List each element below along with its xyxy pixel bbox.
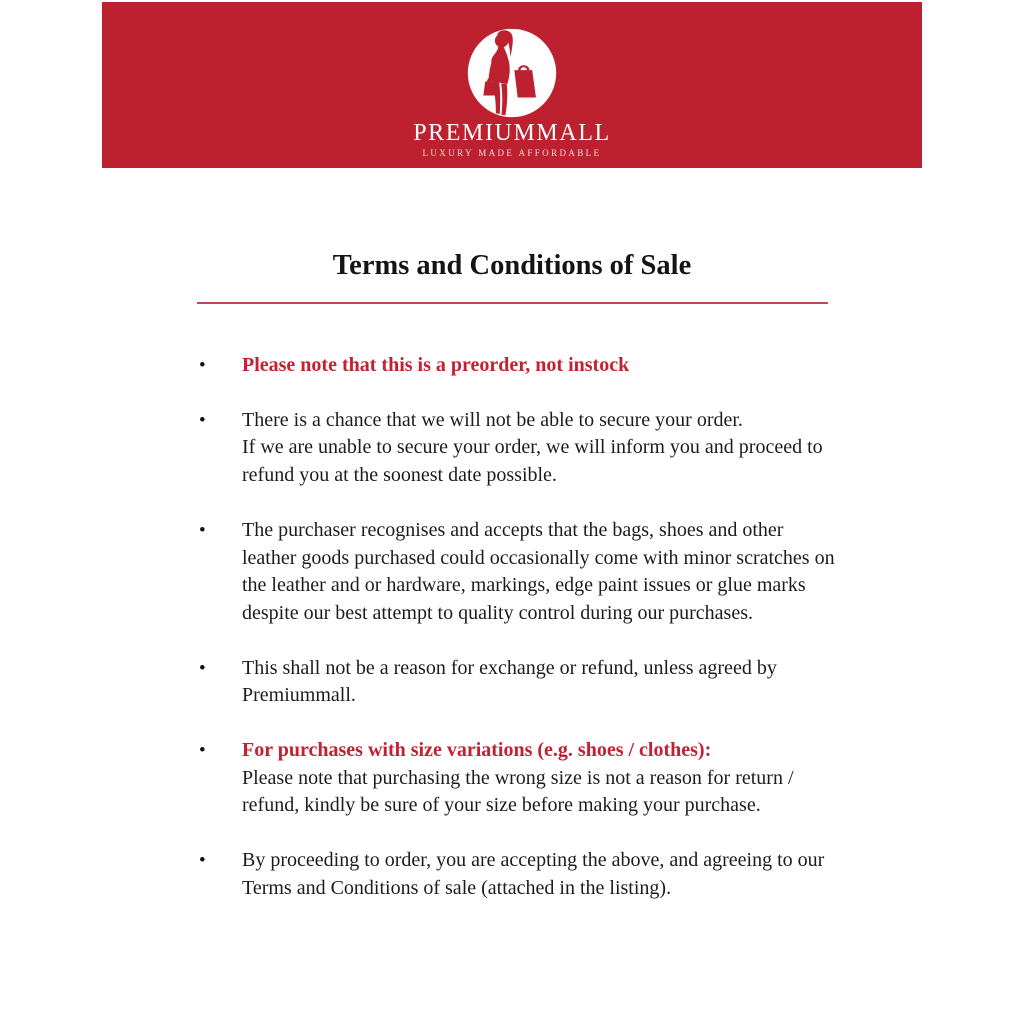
terms-line: If we are unable to secure your order, we will inform you and proceed to <box>242 436 823 459</box>
terms-line: Please note that purchasing the wrong size is not a reason for return / <box>242 766 794 789</box>
terms-line: • By proceeding to order, you are accepting the above, and agreeing to our <box>242 849 825 872</box>
terms-line-emphasis: • Please note that this is a preorder, not instock <box>242 354 630 376</box>
terms-bullet-item <box>197 655 862 710</box>
terms-line: despite our best attempt to quality control during our purchases. <box>242 601 753 624</box>
terms-line: • This shall not be a reason for exchange or refund, unless agreed by <box>242 656 777 679</box>
woman-shopper-silhouette-icon <box>465 26 559 120</box>
terms-bullet-item <box>197 737 862 820</box>
brand-banner <box>102 2 922 168</box>
title-divider <box>197 302 828 304</box>
terms-line-emphasis: • For purchases with size variations (e.g. shoes / clothes): <box>242 739 712 762</box>
brand-tagline: LUXURY MADE AFFORDABLE <box>422 148 602 158</box>
brand-name: PREMIUMMALL <box>413 120 611 146</box>
terms-bullet-item <box>197 517 862 628</box>
terms-bullet-item <box>197 847 862 902</box>
terms-bullet-item <box>197 352 862 380</box>
terms-line: Premiummall. <box>242 684 356 707</box>
terms-line: refund you at the soonest date possible. <box>242 464 557 487</box>
terms-line: • The purchaser recognises and accepts that the bags, shoes and other <box>242 518 784 541</box>
terms-bullet-item <box>197 407 862 490</box>
terms-line: refund, kindly be sure of your size before making your purchase. <box>242 794 761 817</box>
brand-logo <box>465 26 559 120</box>
page-title: Terms and Conditions of Sale <box>332 250 692 281</box>
terms-line: Terms and Conditions of sale (attached in the listing). <box>242 876 672 899</box>
terms-list <box>197 352 862 930</box>
terms-line: leather goods purchased could occasionally come with minor scratches on <box>242 546 835 569</box>
terms-line: • There is a chance that we will not be able to secure your order. <box>242 408 743 431</box>
terms-line: the leather and or hardware, markings, edge paint issues or glue marks <box>242 574 806 597</box>
